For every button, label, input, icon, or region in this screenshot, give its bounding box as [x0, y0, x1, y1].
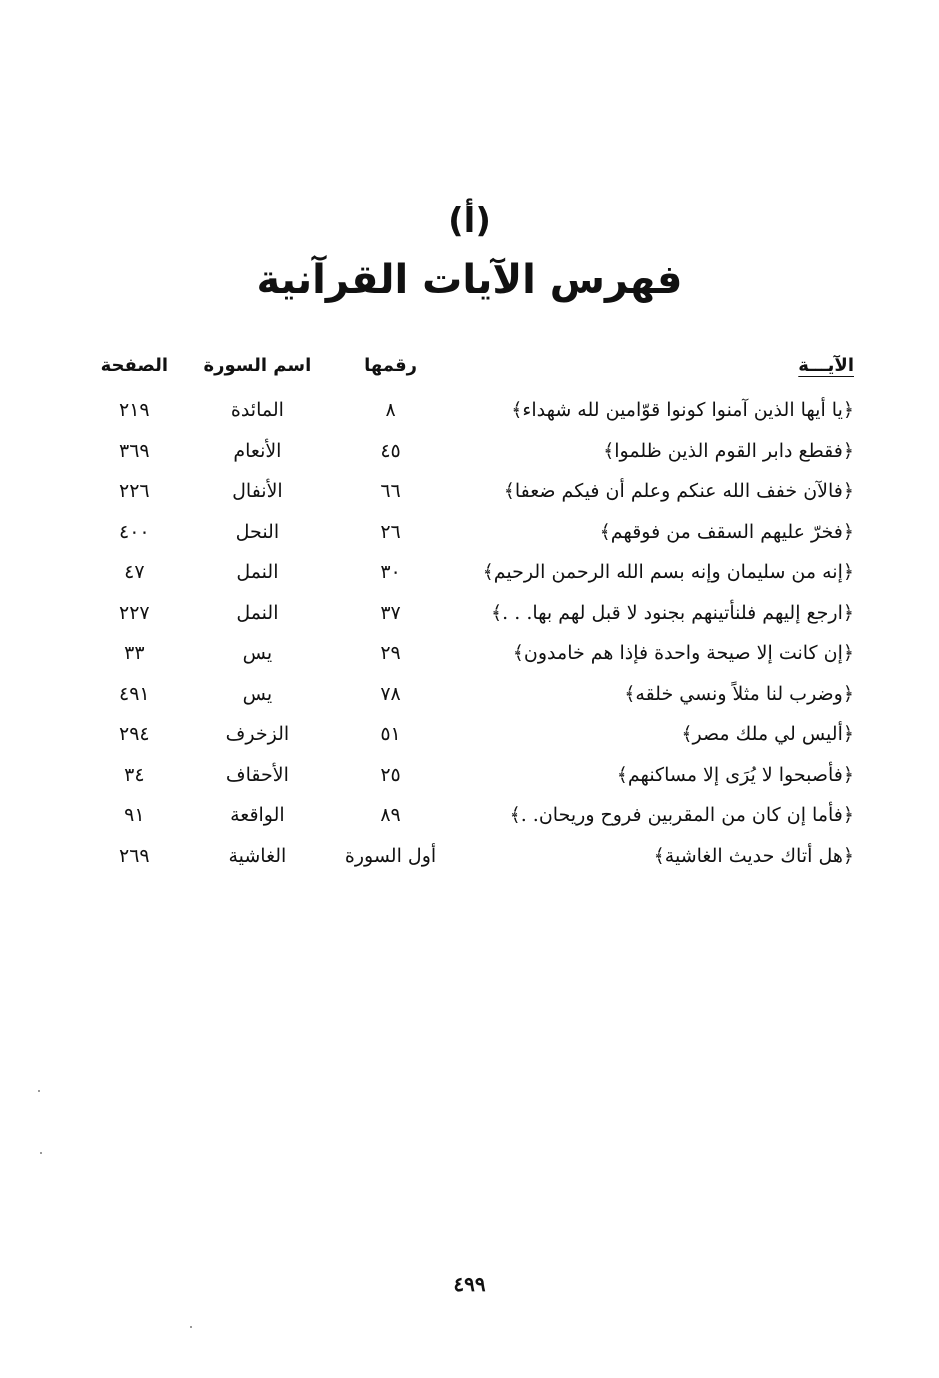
- surah-name: الزخرف: [225, 723, 290, 746]
- verse-number: أول السورة: [344, 844, 437, 867]
- verse-text: ﴿إنه من سليمان وإنه بسم الله الرحمن الرحيم﴾: [482, 561, 854, 584]
- verse-number: ٨: [385, 399, 396, 422]
- verse-text: ﴿هل أتاك حديث الغاشية﴾: [653, 844, 854, 867]
- surah-name: الواقعة: [230, 804, 285, 827]
- table-row: [80, 593, 860, 634]
- verse-index-table: [80, 340, 860, 876]
- column-header-page: الصفحة: [100, 354, 169, 376]
- scan-speck: [40, 1152, 42, 1154]
- verse-number: ٢٦: [380, 520, 401, 543]
- page-ref: ٢١٩: [119, 399, 150, 422]
- verse-text: ﴿فأما إن كان من المقربين فروح وريحان. .﴾: [509, 804, 854, 827]
- surah-name: الأنفال: [232, 480, 283, 503]
- surah-name: يس: [242, 682, 273, 705]
- verse-number: ٨٩: [380, 804, 401, 827]
- surah-name: الأحقاف: [225, 763, 289, 786]
- verse-text: ﴿يا أيها الذين آمنوا كونوا قوّامين لله شهداء﴾: [511, 399, 854, 422]
- verse-text: ﴿ارجع إليهم فلنأتينهم بجنود لا قبل لهم بها. . .﴾: [491, 601, 854, 624]
- verse-text: ﴿فقطع دابر القوم الذين ظلموا﴾: [603, 439, 854, 462]
- table-row: [80, 512, 860, 553]
- verse-number: ٢٩: [380, 642, 401, 665]
- verse-text: ﴿فخرّ عليهم السقف من فوقهم﴾: [599, 520, 854, 543]
- table-header-row: [80, 340, 860, 390]
- page-number: ٤٩٩: [453, 1272, 486, 1296]
- verse-text: ﴿فأصبحوا لا يُرَى إلا مساكنهم﴾: [616, 763, 854, 786]
- page-ref: ٢٢٧: [119, 601, 150, 624]
- surah-name: النحل: [235, 520, 280, 543]
- surah-name: النمل: [236, 561, 279, 584]
- table-row: [80, 755, 860, 796]
- table-row: [80, 633, 860, 674]
- section-number: (أ): [448, 201, 491, 241]
- page-ref: ٤٠٠: [119, 520, 150, 543]
- verse-number: ٣٠: [380, 561, 401, 584]
- verse-text: ﴿فالآن خفف الله عنكم وعلم أن فيكم ضعفا﴾: [503, 480, 854, 503]
- page-ref: ٣٦٩: [119, 439, 150, 462]
- table-row: [80, 714, 860, 755]
- verse-number: ٤٥: [380, 439, 401, 462]
- page-ref: ٩١: [124, 804, 145, 827]
- table-row: [80, 390, 860, 431]
- verse-number: ٧٨: [380, 682, 401, 705]
- page-ref: ٤٩١: [119, 682, 150, 705]
- table-row: [80, 471, 860, 512]
- verse-text: ﴿إن كانت إلا صيحة واحدة فإذا هم خامدون﴾: [512, 642, 854, 665]
- surah-name: النمل: [236, 601, 279, 624]
- page-ref: ٣٤: [124, 763, 145, 786]
- verse-number: ٦٦: [380, 480, 401, 503]
- surah-name: يس: [242, 642, 273, 665]
- table-row: [80, 836, 860, 877]
- page-ref: ٢٩٤: [119, 723, 150, 746]
- surah-name: الغاشية: [228, 844, 287, 867]
- table-row: [80, 795, 860, 836]
- page-ref: ٢٢٦: [119, 480, 150, 503]
- column-header-surah: اسم السورة: [203, 354, 312, 376]
- surah-name: المائدة: [230, 399, 284, 422]
- verse-number: ٢٥: [380, 763, 401, 786]
- page-title: فهرس الآيات القرآنية: [256, 257, 683, 303]
- table-row: [80, 552, 860, 593]
- verse-text: ﴿وضرب لنا مثلاً ونسي خلقه﴾: [624, 682, 854, 705]
- page-ref: ٢٦٩: [119, 844, 150, 867]
- verse-number: ٥١: [380, 723, 401, 746]
- table-row: [80, 674, 860, 715]
- column-header-number: رقمها: [364, 354, 417, 376]
- surah-name: الأنعام: [233, 439, 282, 462]
- verse-number: ٣٧: [380, 601, 401, 624]
- verse-text: ﴿أليس لي ملك مصر﴾: [681, 723, 854, 746]
- scan-speck: [38, 1090, 40, 1092]
- column-header-verse: الآيـــة: [798, 354, 854, 376]
- page-ref: ٤٧: [124, 561, 145, 584]
- table-row: [80, 431, 860, 472]
- scan-speck: [190, 1326, 192, 1328]
- page-ref: ٣٣: [124, 642, 145, 665]
